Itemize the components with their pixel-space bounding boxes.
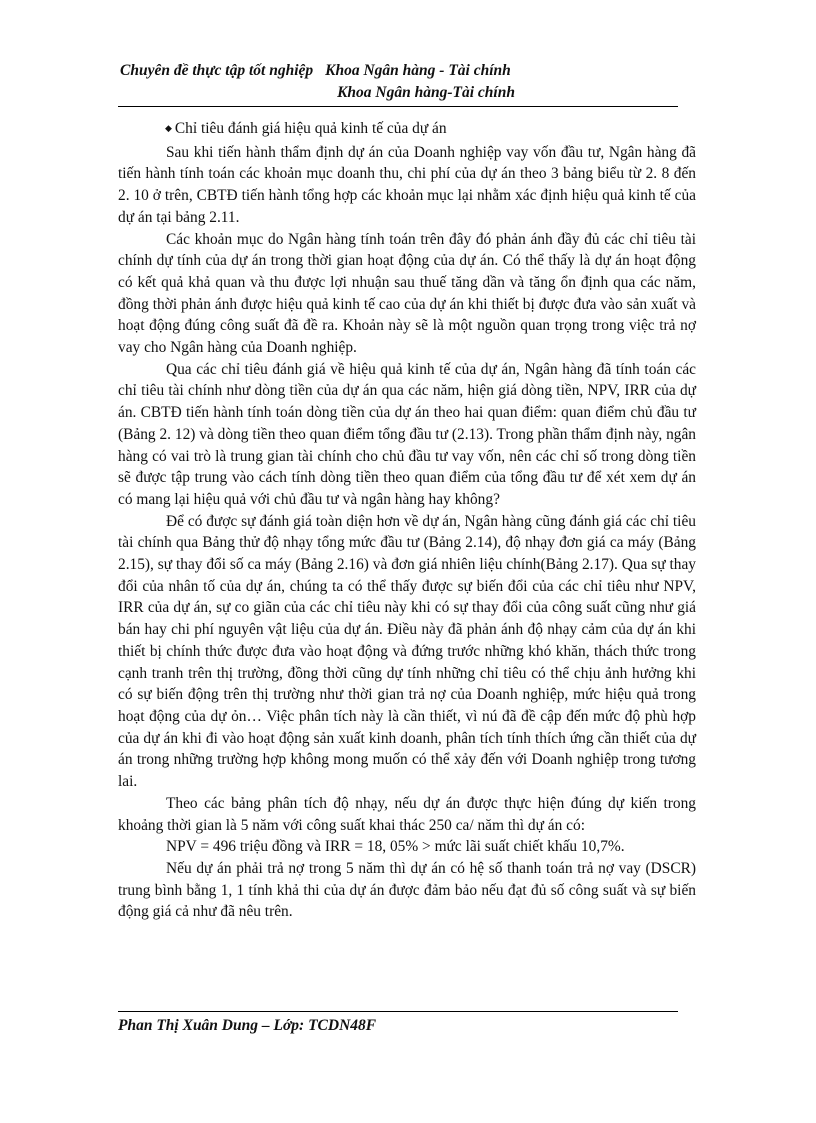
header-faculty-line-2: Khoa Ngân hàng-Tài chính xyxy=(337,84,515,101)
paragraph-4: Để có được sự đánh giá toàn diện hơn về dự án, Ngân hàng cũng đánh giá các chỉ tiêu tài chính qua Bảng thử độ nhạy tổng mức đầu tư (Bảng 2.14), độ nhạy đơn giá ca máy (Bảng 2.15), sự thay đổi số ca máy (Bảng 2.16) và đơn giá nhiên liệu chính(Bảng 2.17). Qua sự thay đổi của nhân tố của dự án, chúng ta có thể thấy được sự biến đổi của các chỉ tiêu như NPV, IRR của dự án, sự co giãn của các chỉ tiêu này khi có sự thay đổi của công suất cũng như giá bán hay chi phí nguyên vật liệu của dự án. Điều này đã phản ánh độ nhạy cảm của dự án khi thiết bị chính thức được đưa vào hoạt động và đứng trước những khó khăn, thách thức trong cạnh tranh trên thị trường, đồng thời cũng dự tính những chỉ tiêu có thể chịu ảnh hưởng khi có sự biến động trên thị trường như thời gian trả nợ của Doanh nghiệp, mức hiệu quả trong hoạt động của dự ỏn… Việc phân tích này là cần thiết, vì nú đã đề cập đến mức độ phù hợp của dự án khi đi vào hoạt động sản xuất kinh doanh, phân tích tính thích ứng cần thiết của dự án trong những trường hợp không mong muốn có thể xảy đến với Doanh nghiệp trong tương lai. xyxy=(118,512,696,791)
section-heading-text: Chỉ tiêu đánh giá hiệu quả kinh tế của dự án xyxy=(174,120,447,137)
page-header xyxy=(118,60,708,103)
document-body xyxy=(118,118,696,923)
page-footer: Phan Thị Xuân Dung – Lớp: TCDN48F xyxy=(118,1017,377,1034)
paragraph-6: NPV = 496 triệu đồng và IRR = 18, 05% > mức lãi suất chiết khấu 10,7%. xyxy=(166,838,625,856)
paragraph-2: Các khoản mục do Ngân hàng tính toán trên đây đó phản ánh đầy đủ các chỉ tiêu tài chính dự tính của dự án trong thời gian hoạt động của dự án. Có thể thấy là dự án hoạt động có kết quả khả quan và thu được lợi nhuận sau thuế tăng dần và tăng ổn định qua các năm, đồng thời phản ánh được hiệu quả kinh tế cao của dự án khi thiết bị được đưa vào sản xuất và hoạt động đúng công suất đã đề ra. Khoản này sẽ là một nguồn quan trọng trong việc trả nợ vay cho Ngân hàng của Doanh nghiệp. xyxy=(118,230,696,357)
section-heading xyxy=(118,118,696,142)
paragraph-1: Sau khi tiến hành thẩm định dự án của Doanh nghiệp vay vốn đầu tư, Ngân hàng đã tiến hành tính toán các khoản mục doanh thu, chi phí của dự án theo 3 bảng biểu từ 2. 8 đến 2. 10 ở trên, CBTĐ tiến hành tổng hợp các khoản mục lại nhằm xác định hiệu quả kinh tế của dự án tại bảng 2.11. xyxy=(118,143,696,226)
header-faculty: Khoa Ngân hàng - Tài chính xyxy=(325,62,511,79)
paragraph-7: Nếu dự án phải trả nợ trong 5 năm thì dự án có hệ số thanh toán trả nợ vay (DSCR) trung bình bằng 1, 1 tính khả thi của dự án được đảm bảo nếu đạt đủ số công suất và sự biến động giá cả như đã nêu trên. xyxy=(118,859,696,921)
header-line-1 xyxy=(118,60,708,81)
paragraph-5: Theo các bảng phân tích độ nhạy, nếu dự án được thực hiện đúng dự kiến trong khoảng thời gian là 5 năm với công suất khai thác 250 ca/ năm thì dự án có: xyxy=(118,794,696,834)
footer-divider xyxy=(118,1011,678,1012)
diamond-bullet-icon: ◆ xyxy=(165,123,172,133)
header-divider xyxy=(118,106,678,107)
header-thesis-title: Chuyên đề thực tập tốt nghiệp xyxy=(120,62,314,79)
paragraph-3: Qua các chỉ tiêu đánh giá về hiệu quả kinh tế của dự án, Ngân hàng đã tính toán các chỉ tiêu tài chính như dòng tiền của dự án qua các năm, hiện giá dòng tiền, NPV, IRR của dự án. CBTĐ tiến hành tính toán dòng tiền của dự án theo hai quan điểm: quan điểm chủ đầu tư (Bảng 2. 12) và dòng tiền theo quan điểm tổng đầu tư (2.13). Trong phần thẩm định này, ngân hàng có vai trò là trung gian tài chính cho chủ đầu tư vay vốn, nên các chỉ số trong dòng tiền sẽ được tập trung vào cách tính dòng tiền theo quan điểm của tổng đầu tư để xét xem dự án có mang lại hiệu quả với chủ đầu tư và ngân hàng hay không? xyxy=(118,360,696,508)
